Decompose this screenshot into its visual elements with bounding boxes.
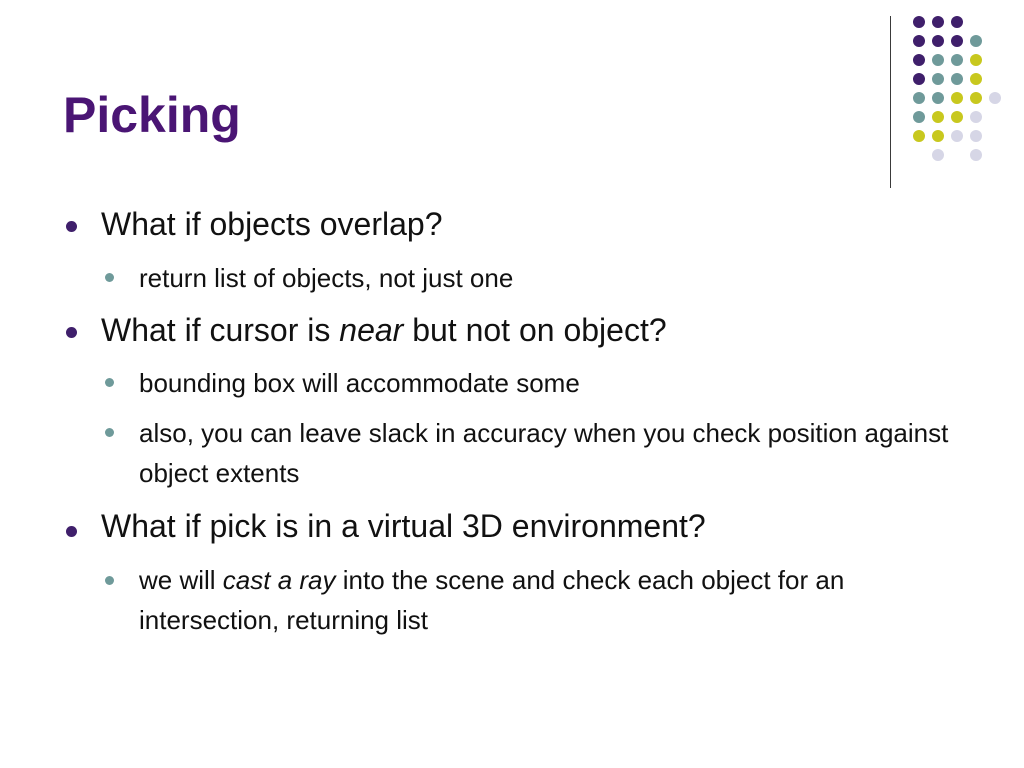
bullet-item xyxy=(101,206,443,242)
dot xyxy=(932,149,944,161)
dot xyxy=(970,149,982,161)
sub-bullet-text-end: into the scene and check each object for an intersection, returning list xyxy=(139,565,845,635)
bullet-text-start: What if cursor is xyxy=(101,312,340,348)
dot xyxy=(951,35,963,47)
sub-bullet-text: bounding box will accommodate some xyxy=(139,368,580,398)
slide-title: Picking xyxy=(63,87,241,143)
bullet-marker xyxy=(66,526,77,537)
dot xyxy=(932,130,944,142)
sub-bullet-item xyxy=(139,258,979,298)
dot xyxy=(970,130,982,142)
sub-bullet-item xyxy=(139,413,979,493)
bullet-item xyxy=(101,508,706,544)
sub-bullet-marker xyxy=(105,428,114,437)
sub-bullet-marker xyxy=(105,378,114,387)
dot xyxy=(951,111,963,123)
sub-bullet-marker xyxy=(105,273,114,282)
dot xyxy=(951,73,963,85)
dot xyxy=(989,92,1001,104)
dot xyxy=(951,92,963,104)
dot xyxy=(932,73,944,85)
sub-bullet-text-start: we will xyxy=(139,565,223,595)
dot xyxy=(932,54,944,66)
bullet-text-end: but not on object? xyxy=(403,312,667,348)
dot xyxy=(913,54,925,66)
bullet-marker xyxy=(66,221,77,232)
dot xyxy=(951,130,963,142)
decorative-dot-grid xyxy=(0,0,1024,200)
sub-bullet-item xyxy=(139,363,979,403)
sub-bullet-text: also, you can leave slack in accuracy when you check position against object extents xyxy=(139,418,949,488)
bullet-text: What if objects overlap? xyxy=(101,206,443,242)
dot xyxy=(913,92,925,104)
bullet-marker xyxy=(66,327,77,338)
dot xyxy=(932,35,944,47)
dot xyxy=(913,16,925,28)
dot xyxy=(970,111,982,123)
dot xyxy=(932,111,944,123)
dot xyxy=(932,16,944,28)
dot xyxy=(970,73,982,85)
dot xyxy=(913,130,925,142)
dot xyxy=(932,92,944,104)
bullet-item xyxy=(101,312,667,348)
dot xyxy=(913,35,925,47)
dot xyxy=(951,16,963,28)
bullet-text-emphasis: near xyxy=(339,312,404,348)
sub-bullet-text: return list of objects, not just one xyxy=(139,263,514,293)
sub-bullet-item xyxy=(139,560,979,640)
dot xyxy=(913,73,925,85)
dot xyxy=(913,111,925,123)
sub-bullet-text-emphasis: cast a ray xyxy=(222,565,336,595)
bullet-text: What if pick is in a virtual 3D environment? xyxy=(101,508,706,544)
dot xyxy=(951,54,963,66)
sub-bullet-marker xyxy=(105,576,114,585)
dot xyxy=(970,54,982,66)
dot xyxy=(970,35,982,47)
dot xyxy=(970,92,982,104)
